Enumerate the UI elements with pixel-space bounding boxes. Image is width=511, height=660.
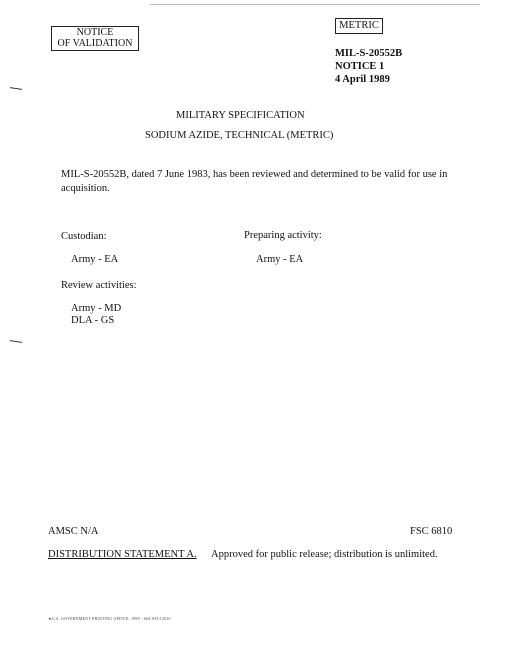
margin-mark-middle [10,340,22,343]
notice-number: NOTICE 1 [335,61,385,72]
spec-subject: SODIUM AZIDE, TECHNICAL (METRIC) [145,130,334,141]
margin-mark-top [10,87,22,90]
notice-of-validation-box [51,26,139,51]
top-scan-rule [150,4,480,5]
document-identifier [335,47,402,86]
preparing-activity-label: Preparing activity: [244,230,322,241]
printing-office-line: ★U.S. GOVERNMENT PRINTING OFFICE: 1989 - 604-033/12510 [48,616,171,621]
review-activity-item: DLA - GS [71,315,115,326]
custodian-label: Custodian: [61,231,107,242]
distribution-statement-label: DISTRIBUTION STATEMENT A. [48,549,197,560]
review-activities-label: Review activities: [61,280,137,291]
review-activity-item: Army - MD [71,303,122,314]
spec-heading: MILITARY SPECIFICATION [176,110,305,121]
metric-box [335,18,383,34]
validation-statement: MIL-S-20552B, dated 7 June 1983, has been reviewed and determined to be valid for use in acquisition. [61,169,448,194]
notice-date: 4 April 1989 [335,74,390,85]
amsc-label: AMSC N/A [48,526,99,537]
fsc-label: FSC 6810 [410,526,453,537]
metric-label: METRIC [339,20,379,31]
validation-label: OF VALIDATION [57,38,133,49]
notice-label: NOTICE [76,27,114,38]
preparing-activity-value: Army - EA [256,254,304,265]
distribution-statement-text: Approved for public release; distribution is unlimited. [211,549,438,560]
custodian-value: Army - EA [71,254,119,265]
spec-number: MIL-S-20552B [335,48,403,59]
